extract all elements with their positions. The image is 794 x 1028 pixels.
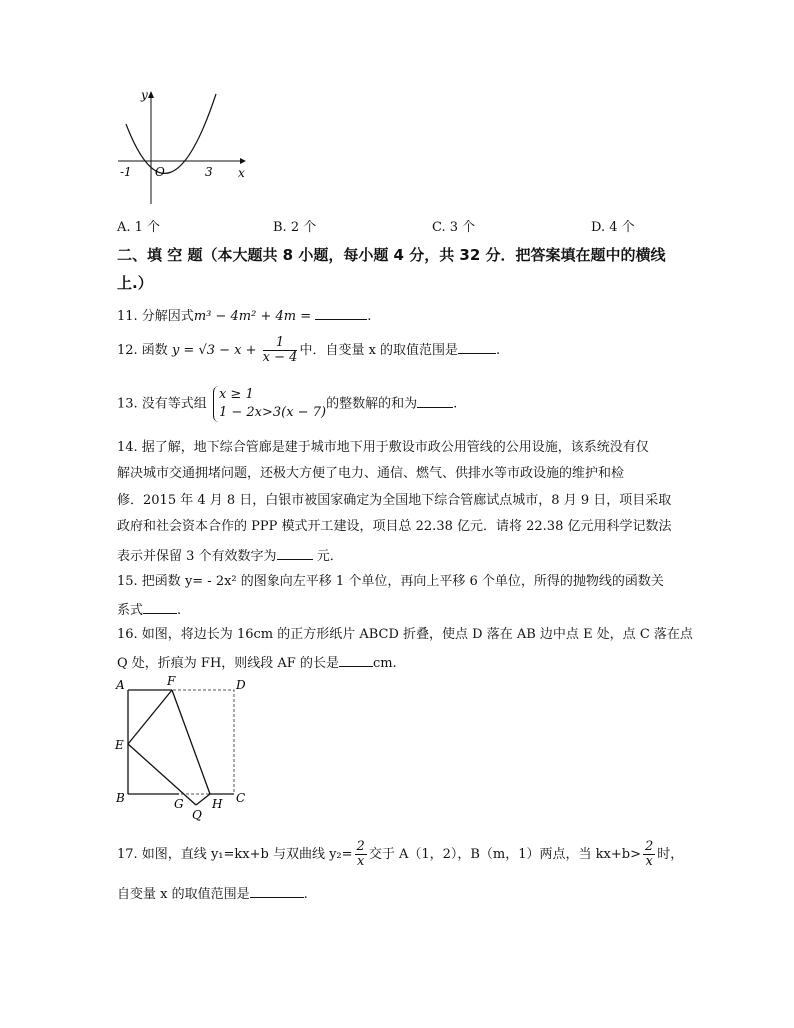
q14-line-4: 政府和社会资本合作的 PPP 模式开工建设，项目总 22.38 亿元．请将 22.38 亿元用科学记数法 [117, 519, 672, 534]
q14-answer-blank[interactable] [277, 545, 313, 560]
label-a: A [116, 678, 125, 692]
q13-answer-blank[interactable] [417, 393, 453, 408]
segment-qh [196, 794, 210, 805]
choice-b[interactable]: B. 2 个 [273, 220, 317, 235]
y-axis-arrow [148, 91, 154, 98]
section-heading-line2: 上.） [117, 274, 153, 292]
q12-period: . [496, 343, 501, 358]
q14-line-5-text: 表示并保留 3 个有效数字为 [117, 549, 277, 564]
q15-line-2-text: 系式 [117, 603, 144, 618]
q12-numerator: 1 [263, 336, 298, 351]
origin-label: O [155, 165, 165, 179]
q17-numerator-1: 2 [356, 839, 365, 854]
segment-ef [128, 690, 172, 744]
q17-answer-blank[interactable] [250, 883, 304, 898]
q16-unit: cm. [372, 656, 397, 671]
question-11 [117, 305, 371, 326]
q12-expression: y = √3 − x + [171, 343, 257, 358]
y-label: y [141, 88, 148, 102]
q16-line-2-text: Q 处，折痕为 FH，则线段 AF 的长是 [117, 656, 339, 671]
q17-denominator-2: x [645, 854, 653, 869]
three-label: 3 [205, 165, 213, 179]
q16-line-2 [117, 652, 397, 673]
q14-line-1: 14. 据了解，地下综合管廊是建于城市地下用于敷设市政公用管线的公用设施，该系统没有仅 [117, 440, 649, 455]
q11-expression: m³ − 4m² + 4m = [193, 309, 312, 324]
q17-period: . [303, 887, 308, 902]
q11-period: . [367, 309, 372, 324]
q17-numerator-2: 2 [644, 839, 654, 854]
section-heading-line1: 二、填 空 题（本大题共 8 小题，每小题 4 分，共 32 分．把答案填在题中的横线 [117, 246, 666, 264]
q12-text: 12. 函数 [117, 343, 168, 358]
question-13 [117, 386, 457, 422]
q15-line-1: 15. 把函数 y= - 2x² 的图象向左平移 1 个单位，再向上平移 6 个单位，所得的抛物线的函数关 [117, 574, 664, 589]
choice-d[interactable]: D. 4 个 [591, 220, 635, 235]
q11-text: 11. 分解因式 [117, 309, 194, 324]
label-d: D [236, 678, 246, 692]
q17-fraction-1 [355, 840, 367, 869]
q14-line-3: 修．2015 年 4 月 8 日，白银市被国家确定为全国地下综合管廊试点城市，8 月 9 日，项目采取 [117, 493, 672, 508]
q14-line-5 [117, 545, 343, 566]
label-g: G [174, 797, 184, 811]
q12-answer-blank[interactable] [458, 339, 496, 354]
q12-text-post: 中．自变量 x 的取值范围是 [299, 343, 459, 358]
parabola-graph [112, 86, 252, 211]
q17-text: 17. 如图，直线 y₁=kx+b 与双曲线 y₂= [117, 847, 353, 862]
q17-denominator-1: x [357, 854, 365, 869]
x-axis-arrow [240, 158, 246, 164]
q12-fraction [263, 336, 298, 365]
folded-square-figure [112, 674, 257, 824]
q15-period: . [177, 603, 182, 618]
q13-text: 13. 没有等式组 [117, 396, 207, 412]
label-f: F [167, 674, 176, 688]
q13-inequality-2: 1 − 2x>3(x − 7) [218, 405, 327, 420]
question-12 [117, 336, 500, 365]
q11-answer-blank[interactable] [315, 305, 367, 320]
label-q: Q [192, 808, 202, 822]
q14-line-2: 解决城市交通拥堵问题，还极大方便了电力、通信、燃气、供排水等市政设施的维护和检 [117, 466, 625, 481]
q16-answer-blank[interactable] [339, 652, 373, 667]
q17-line-2-text: 自变量 x 的取值范围是 [117, 887, 250, 902]
choice-c[interactable]: C. 3 个 [432, 220, 476, 235]
q14-unit: 元． [316, 549, 343, 564]
x-label: x [238, 166, 245, 180]
q15-answer-blank[interactable] [143, 599, 177, 614]
choice-a[interactable]: A. 1 个 [117, 220, 161, 235]
q17-fraction-2 [643, 840, 655, 869]
q17-text-post: 时， [657, 847, 684, 862]
q16-line-1: 16. 如图，将边长为 16cm 的正方形纸片 ABCD 折叠，使点 D 落在 AB 边中点 E 处，点 C 落在点 [117, 627, 693, 642]
neg-one-label: -1 [120, 165, 132, 179]
label-h: H [212, 797, 223, 811]
q15-line-2 [117, 599, 181, 620]
q13-period: . [453, 396, 458, 412]
q17-line-2 [117, 883, 308, 904]
segment-eq [128, 744, 196, 805]
square-abcd-outline [128, 690, 234, 794]
q13-system [213, 386, 326, 422]
segment-fh [172, 690, 210, 794]
label-e: E [115, 738, 124, 752]
q13-inequality-1: x ≥ 1 [218, 387, 254, 402]
q17-text-mid: 交于 A（1，2），B（m，1）两点，当 kx+b> [368, 847, 641, 862]
q13-text-post: 的整数解的和为 [326, 396, 418, 412]
label-b: B [116, 791, 125, 805]
q12-denominator: x − 4 [262, 350, 298, 365]
q17-line-1 [117, 840, 683, 869]
label-c: C [236, 791, 246, 805]
